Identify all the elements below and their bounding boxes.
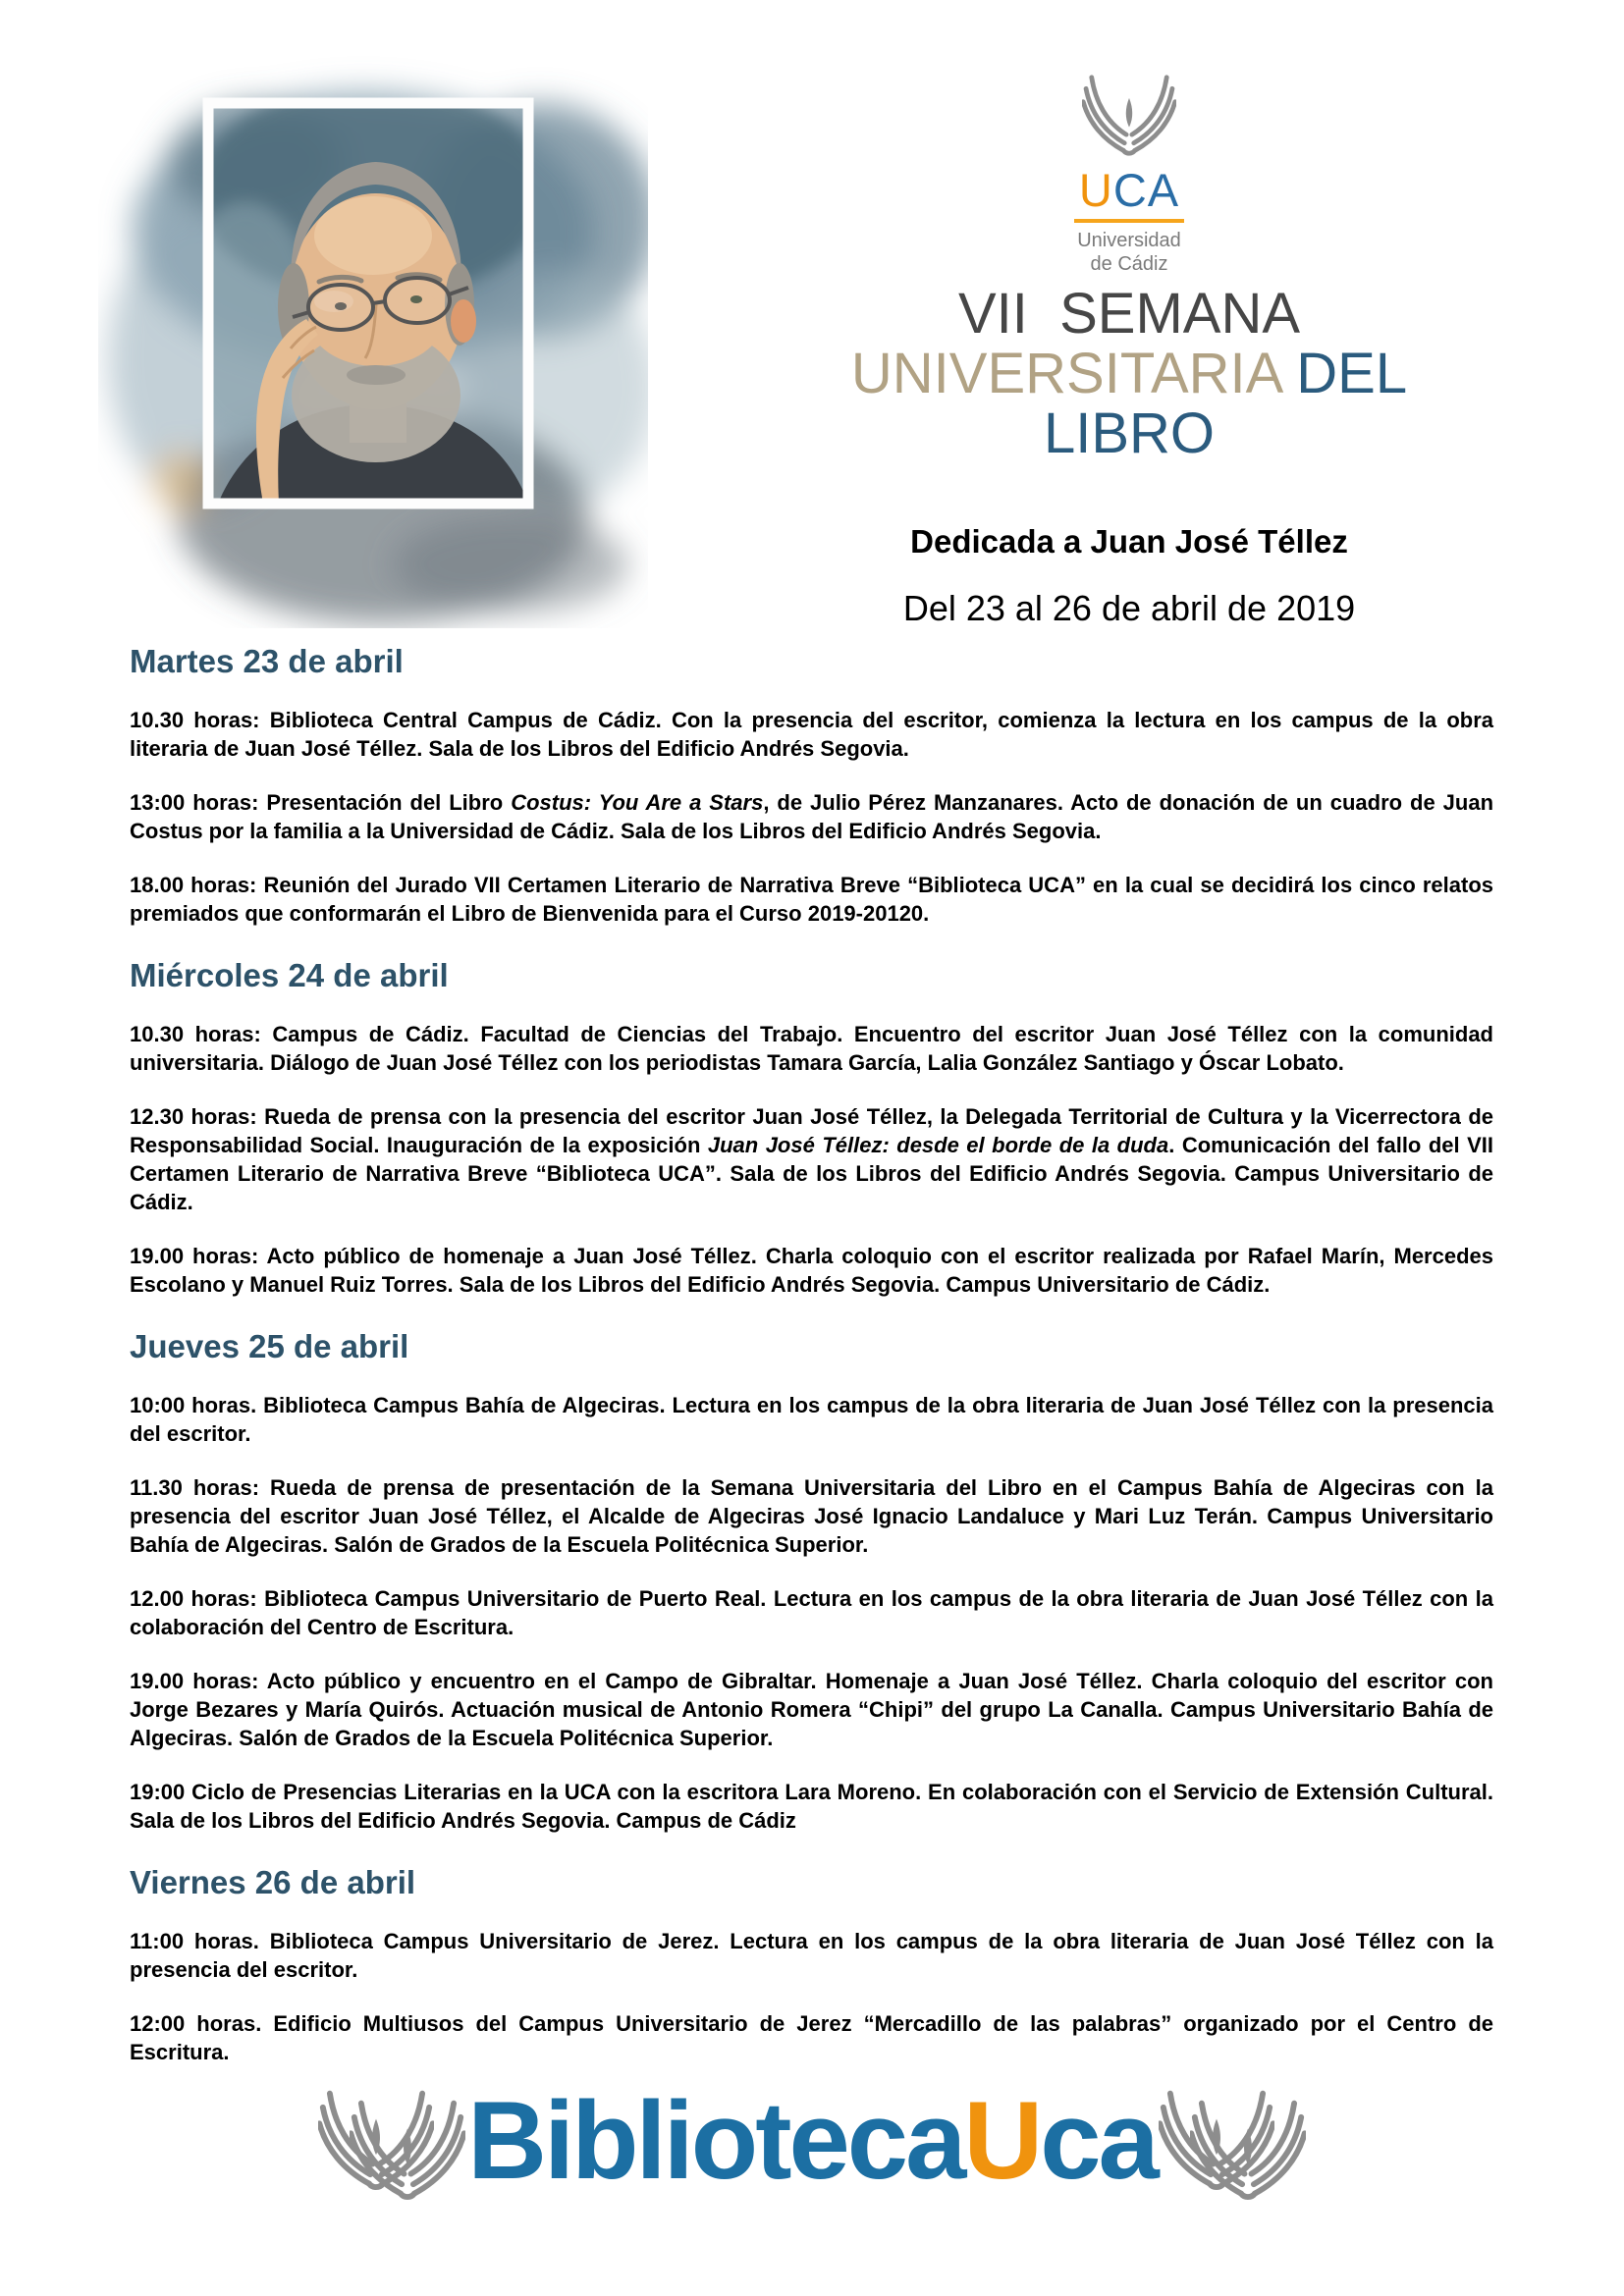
event-paragraph: 11.30 horas: Rueda de prensa de presentación de la Semana Universitaria del Libro en el Campus Bahía de Algeciras con la presencia del escritor Juan José Téllez, el Alcalde de Algeciras José Ignacio Landaluce y Mari Luz Terán. Campus Universitario Bahía de Algeciras. Salón de Grados de la Escuela Politécnica Superior. [130,1475,1493,1557]
event-paragraph: 10:00 horas. Biblioteca Campus Bahía de Algeciras. Lectura en los campus de la obra literaria de Juan José Téllez con la presencia del escritor. [130,1393,1493,1446]
uca-letters-ca: CA [1112,164,1180,216]
title-line-2 [677,344,1581,403]
day-heading: Martes 23 de abril [130,643,404,679]
uca-rule [1074,219,1184,223]
uca-acronym [677,163,1581,217]
uca-caption-line2: de Cádiz [1090,253,1168,275]
event-paragraph: 12.30 horas: Rueda de prensa con la presencia del escritor Juan José Téllez, la Delegada Territorial de Cultura y la Vicerrectora de Responsabilidad Social. Inauguración de la exposición Juan José Téllez: desde el borde de la duda. Comunicación del fallo del VII Certamen Literario de Narrativa Breve “Biblioteca UCA”. Sala de los Libros del Edificio Andrés Segovia. Campus Universitario de Cádiz. [130,1104,1494,1214]
dedication-line: Dedicada a Juan José Téllez [910,523,1348,560]
uca-letter-u: U [1078,164,1113,216]
biblioteca-text: Biblioteca [467,2079,964,2202]
uca-caption [677,229,1581,276]
day-section [130,1328,1493,1835]
day-section [130,643,1493,928]
poster-title [677,284,1581,463]
day-heading: Viernes 26 de abril [130,1864,416,1900]
uca-wings-left-icon [318,2089,465,2193]
author-portrait-illustration [98,54,648,628]
title-line-2-blue: DEL [1280,342,1408,405]
author-portrait [98,54,648,628]
biblioteca-ca-text: ca [1040,2079,1157,2202]
date-range-line: Del 23 al 26 de abril de 2019 [902,588,1356,628]
uca-caption-line1: Universidad [1077,230,1181,251]
day-section [130,1864,1493,2066]
event-paragraph: 10.30 horas: Campus de Cádiz. Facultad de Ciencias del Trabajo. Encuentro del escritor Juan José Téllez con la comunidad universitaria. Diálogo de Juan José Téllez con los periodistas Tamara García, Lalia González Santiago y Óscar Lobato. [130,1022,1493,1075]
program [0,643,1624,2066]
poster-footer [0,2079,1624,2202]
title-line-1: VII SEMANA [957,282,1301,346]
day-section [130,957,1493,1299]
title-line-2-tan: UNIVERSITARIA [850,342,1281,405]
uca-bird-icon [1082,74,1176,158]
event-paragraph: 19.00 horas: Acto público y encuentro en el Campo de Gibraltar. Homenaje a Juan José Téllez. Charla coloquio del escritor con Jorge Bezares y María Quirós. Actuación musical de Antonio Romera “Chipi” del grupo La Canalla. Campus Universitario Bahía de Algeciras. Salón de Grados de la Escuela Politécnica Superior. [130,1669,1493,1750]
event-paragraph: 10.30 horas: Biblioteca Central Campus de Cádiz. Con la presencia del escritor, comienza la lectura en los campus de la obra literaria de Juan José Téllez. Sala de los Libros del Edificio Andrés Segovia. [130,708,1493,761]
poster-header [0,0,1624,643]
uca-logo [677,74,1581,276]
day-heading: Miércoles 24 de abril [130,957,449,993]
event-paragraph: 12:00 horas. Edificio Multiusos del Campus Universitario de Jerez “Mercadillo de las palabras” organizado por el Centro de Escritura. [130,2011,1493,2064]
event-paragraph: 19:00 Ciclo de Presencias Literarias en la UCA con la escritora Lara Moreno. En colaboración con el Servicio de Extensión Cultural. Sala de los Libros del Edificio Andrés Segovia. Campus de Cádiz [130,1780,1493,1833]
bibliotecauca-logo [467,2079,1157,2202]
event-paragraph: 11:00 horas. Biblioteca Campus Universitario de Jerez. Lectura en los campus de la obra literaria de Juan José Téllez con la presencia del escritor. [130,1929,1493,1982]
biblioteca-u-text: U [963,2079,1041,2202]
event-paragraph: 13:00 horas: Presentación del Libro Costus: You Are a Stars, de Julio Pérez Manzanares. Acto de donación de un cuadro de Juan Costus por la familia a la Universidad de Cádiz. Sala de los Libros del Edificio Andrés Segovia. [130,790,1494,843]
event-paragraph: 19.00 horas: Acto público de homenaje a Juan José Téllez. Charla coloquio con el escritor realizada por Rafael Marín, Mercedes Escolano y Manuel Ruiz Torres. Sala de los Libros del Edificio Andrés Segovia. Campus Universitario de Cádiz. [130,1244,1493,1297]
event-paragraph: 12.00 horas: Biblioteca Campus Universitario de Puerto Real. Lectura en los campus de la obra literaria de Juan José Téllez con la colaboración del Centro de Escritura. [130,1586,1493,1639]
title-line-3: LIBRO [1043,401,1216,465]
event-paragraph: 18.00 horas: Reunión del Jurado VII Certamen Literario de Narrativa Breve “Biblioteca UCA” en la cual se decidirá los cinco relatos premiados que conformarán el Libro de Bienvenida para el Curso 2019-20120. [130,873,1493,926]
day-heading: Jueves 25 de abril [130,1328,409,1364]
uca-wings-right-icon [1159,2089,1306,2193]
